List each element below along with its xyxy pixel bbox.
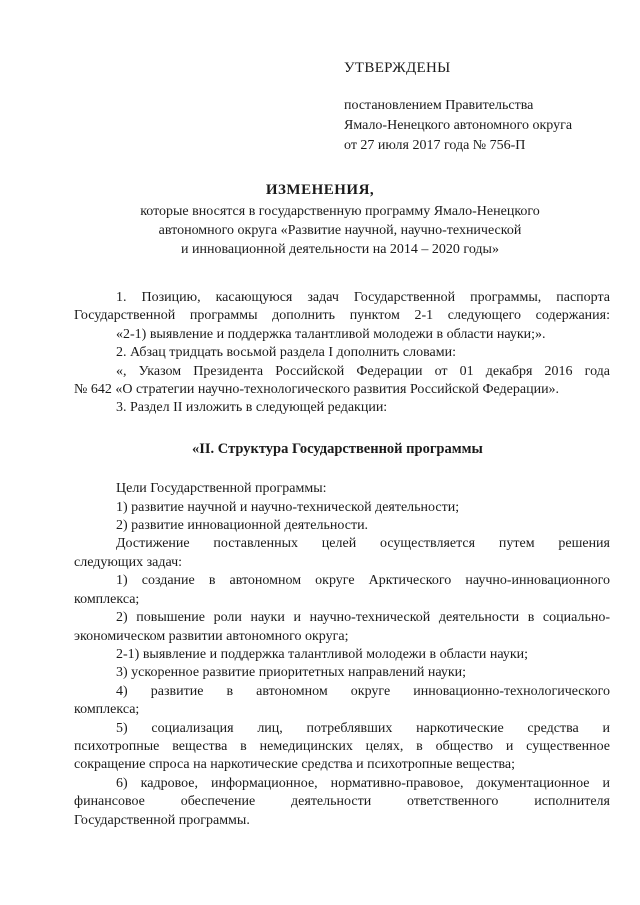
paragraph-line: 2. Абзац тридцать восьмой раздела I дополнить словами: bbox=[116, 345, 456, 361]
paragraph-line: «2-1) выявление и поддержка талантливой молодежи в области науки;». bbox=[116, 326, 546, 342]
goal-line: Цели Государственной программы: bbox=[116, 481, 327, 497]
task-line: сокращение спроса на наркотические средства и психотропные вещества; bbox=[74, 757, 515, 773]
task-line: комплекса; bbox=[74, 702, 140, 718]
goal-line: 2) развитие инновационной деятельности. bbox=[116, 518, 369, 534]
task-line: психотропные вещества в немедицинских целях, в общество и существенное bbox=[74, 738, 610, 754]
document-subtitle bbox=[70, 202, 610, 259]
approval-line: Ямало-Ненецкого автономного округа bbox=[344, 118, 573, 133]
task-line: 2) повышение роли науки и научно-технической деятельности в социально- bbox=[116, 610, 610, 626]
task-line: Государственной программы. bbox=[74, 812, 250, 828]
document-title: ИЗМЕНЕНИЯ, bbox=[265, 182, 375, 198]
approval-line: от 27 июля 2017 года № 756-П bbox=[344, 138, 526, 153]
approval-block bbox=[344, 58, 624, 156]
document-body bbox=[74, 289, 610, 830]
paragraph-line: «, Указом Президента Российской Федерации от 01 декабря 2016 года bbox=[116, 363, 610, 379]
tasks-intro-line: следующих задач: bbox=[74, 554, 183, 570]
task-line: 2-1) выявление и поддержка талантливой молодежи в области науки; bbox=[116, 646, 529, 662]
subtitle-line: автономного округа «Развитие научной, научно-технической bbox=[158, 223, 522, 238]
paragraph-line: № 642 «О стратегии научно-технологического развития Российской Федерации». bbox=[74, 382, 560, 398]
tasks-intro-line: Достижение поставленных целей осуществляется путем решения bbox=[116, 536, 610, 552]
subtitle-line: которые вносятся в государственную программу Ямало-Ненецкого bbox=[140, 204, 540, 219]
section-title: «II. Структура Государственной программы bbox=[192, 440, 483, 457]
approval-line: постановлением Правительства bbox=[344, 98, 534, 113]
approval-heading: УТВЕРЖДЕНЫ bbox=[344, 60, 451, 76]
goal-line: 1) развитие научной и научно-технической деятельности; bbox=[116, 499, 460, 515]
paragraph-line: 1. Позицию, касающуюся задач Государственной программы, паспорта bbox=[116, 290, 610, 305]
task-line: 1) создание в автономном округе Арктического научно-инновационного bbox=[116, 573, 610, 589]
paragraph-line: Государственной программы дополнить пунктом 2-1 следующего содержания: bbox=[74, 308, 610, 324]
task-line: 5) социализация лиц, потреблявших наркотические средства и bbox=[116, 720, 610, 736]
task-line: финансовое обеспечение деятельности ответственного исполнителя bbox=[74, 794, 610, 810]
task-line: 6) кадровое, информационное, нормативно-правовое, документационное и bbox=[116, 775, 610, 791]
subtitle-line: и инновационной деятельности на 2014 – 2020 годы» bbox=[181, 242, 499, 257]
paragraph-line: 3. Раздел II изложить в следующей редакции: bbox=[116, 400, 388, 416]
task-line: экономическом развитии автономного округа; bbox=[74, 628, 349, 644]
task-line: комплекса; bbox=[74, 591, 140, 607]
task-line: 3) ускоренное развитие приоритетных направлений науки; bbox=[116, 665, 467, 681]
task-line: 4) развитие в автономном округе инновационно-технологического bbox=[116, 683, 610, 699]
